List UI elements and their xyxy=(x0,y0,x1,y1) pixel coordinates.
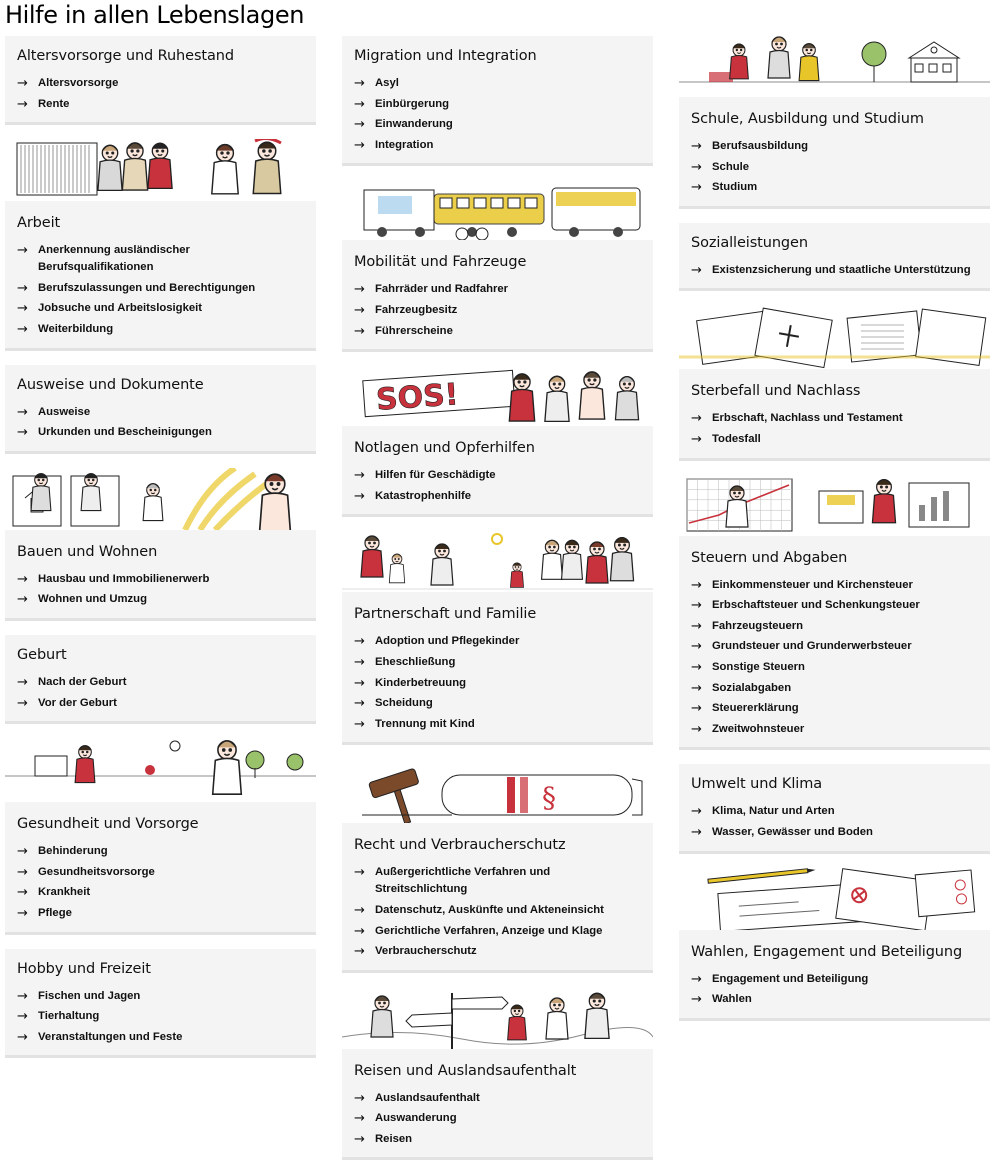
link-label: Existenzsicherung und staatliche Unterstützung xyxy=(712,263,971,276)
arrow-right-icon: → xyxy=(691,639,702,655)
link-tierhaltung[interactable] xyxy=(17,1008,306,1025)
link-nach-der-geburt[interactable] xyxy=(17,674,306,691)
link-fischen-und-jagen[interactable] xyxy=(17,988,306,1005)
office-illustration xyxy=(679,475,990,536)
link-wahlen[interactable] xyxy=(691,991,980,1008)
link-label: Klima, Natur und Arten xyxy=(712,805,835,818)
arrow-right-icon: → xyxy=(691,159,702,175)
link-wasser-gewaesser-und-boden[interactable] xyxy=(691,824,980,841)
link-label: Steuererklärung xyxy=(712,702,799,715)
house-plans-illustration xyxy=(5,468,316,530)
link-altersvorsorge[interactable] xyxy=(17,75,306,92)
card-title[interactable]: Hobby und Freizeit xyxy=(17,960,151,977)
school-illustration xyxy=(679,36,990,97)
arrow-right-icon: → xyxy=(354,944,365,960)
card-wahlen-engagement-und-beteiligung xyxy=(679,868,990,1021)
link-fahrzeugbesitz[interactable] xyxy=(354,302,643,319)
arrow-right-icon: → xyxy=(17,1009,28,1025)
link-label: Anerkennung ausländischer Berufsqualifikationen xyxy=(38,244,190,274)
link-list xyxy=(354,75,643,154)
arrow-right-icon: → xyxy=(17,592,28,608)
arrow-right-icon: → xyxy=(354,923,365,939)
card-title[interactable]: Recht und Verbraucherschutz xyxy=(354,837,566,854)
arrow-right-icon: → xyxy=(354,1090,365,1106)
link-pflege[interactable] xyxy=(17,905,306,922)
link-label: Berufsausbildung xyxy=(712,140,809,152)
card-title[interactable]: Notlagen und Opferhilfen xyxy=(354,440,535,457)
link-label: Behinderung xyxy=(38,845,108,858)
card-title[interactable]: Wahlen, Engagement und Beteiligung xyxy=(691,943,963,960)
link-label: Engagement und Beteiligung xyxy=(712,972,869,985)
arrow-right-icon: → xyxy=(691,577,702,593)
column-right xyxy=(679,36,990,1035)
arrow-right-icon: → xyxy=(17,301,28,317)
column-left xyxy=(5,36,316,1072)
link-anerkennung-auslaendischer-berufsqualifikationen[interactable] xyxy=(17,242,306,276)
arrow-right-icon: → xyxy=(354,488,365,504)
link-schule[interactable] xyxy=(691,159,980,176)
link-label: Studium xyxy=(712,181,758,194)
link-label: Altersvorsorge xyxy=(38,77,119,89)
link-kinderbetreuung[interactable] xyxy=(354,675,643,692)
link-label: Fahrzeugbesitz xyxy=(375,303,458,316)
arrow-right-icon: → xyxy=(17,76,28,91)
card-title[interactable]: Altersvorsorge und Ruhestand xyxy=(17,48,234,64)
card-hobby-und-freizeit xyxy=(5,949,316,1059)
link-label: Weiterbildung xyxy=(38,322,114,335)
link-list xyxy=(691,577,980,738)
link-list xyxy=(17,75,306,113)
card-schule-ausbildung-und-studium xyxy=(679,36,990,209)
link-label: Datenschutz, Auskünfte und Akteneinsicht xyxy=(375,903,604,916)
arrow-right-icon: → xyxy=(354,1131,365,1147)
link-eheschliessung[interactable] xyxy=(354,654,643,671)
arrow-right-icon: → xyxy=(17,988,28,1004)
link-list xyxy=(17,988,306,1046)
link-sozialabgaben[interactable] xyxy=(691,680,980,697)
link-label: Grundsteuer und Grunderwerbsteuer xyxy=(712,640,912,653)
sos-illustration xyxy=(342,366,653,426)
link-behinderung[interactable] xyxy=(17,843,306,860)
link-list xyxy=(354,467,643,505)
arrow-right-icon: → xyxy=(17,674,28,690)
card-title[interactable]: Geburt xyxy=(17,646,67,663)
link-weiterbildung[interactable] xyxy=(17,321,306,338)
link-todesfall[interactable] xyxy=(691,431,980,448)
link-datenschutz-auskuenfte-und-akteneinsicht[interactable] xyxy=(354,902,643,919)
link-urkunden-und-bescheinigungen[interactable] xyxy=(17,424,306,441)
card-title[interactable]: Steuern und Abgaben xyxy=(691,549,848,566)
arrow-right-icon: → xyxy=(354,302,365,318)
link-fahrraeder-und-radfahrer[interactable] xyxy=(354,281,643,298)
link-katastrophenhilfe[interactable] xyxy=(354,488,643,505)
link-label: Hausbau und Immobilienerwerb xyxy=(38,572,210,585)
arrow-right-icon: → xyxy=(17,321,28,337)
arrow-right-icon: → xyxy=(17,243,28,259)
link-ausweise[interactable] xyxy=(17,404,306,421)
card-gesundheit-und-vorsorge xyxy=(5,738,316,934)
link-integration[interactable] xyxy=(354,137,643,154)
link-asyl[interactable] xyxy=(354,75,643,92)
link-label: Trennung mit Kind xyxy=(375,717,475,730)
link-list xyxy=(354,864,643,960)
page-title: Hilfe in allen Lebenslagen xyxy=(5,1,304,29)
card-title[interactable]: Gesundheit und Vorsorge xyxy=(17,816,199,833)
arrow-right-icon: → xyxy=(691,971,702,987)
link-list xyxy=(691,971,980,1009)
arrow-right-icon: → xyxy=(354,323,365,339)
card-title[interactable]: Mobilität und Fahrzeuge xyxy=(354,254,527,271)
link-existenzsicherung-und-staatliche-unterstuetzung[interactable] xyxy=(691,262,980,279)
link-list xyxy=(17,571,306,609)
card-title[interactable]: Migration und Integration xyxy=(354,48,537,64)
link-steuererklaerung[interactable] xyxy=(691,700,980,717)
link-reisen[interactable] xyxy=(354,1131,643,1148)
arrow-right-icon: → xyxy=(691,992,702,1008)
link-list xyxy=(17,674,306,712)
link-label: Einbürgerung xyxy=(375,97,450,110)
link-vor-der-geburt[interactable] xyxy=(17,695,306,712)
arrow-right-icon: → xyxy=(354,117,365,133)
arrow-right-icon: → xyxy=(691,701,702,717)
link-list xyxy=(354,633,643,732)
link-list xyxy=(354,281,643,339)
link-gerichtliche-verfahren-anzeige-und-klage[interactable] xyxy=(354,923,643,940)
link-einkommensteuer-und-kirchensteuer[interactable] xyxy=(691,577,980,594)
link-einwanderung[interactable] xyxy=(354,116,643,133)
link-list xyxy=(691,138,980,196)
link-wohnen-und-umzug[interactable] xyxy=(17,591,306,608)
family-illustration xyxy=(342,531,653,592)
link-label: Krankheit xyxy=(38,886,91,899)
link-label: Katastrophenhilfe xyxy=(375,489,472,502)
link-veranstaltungen-und-feste[interactable] xyxy=(17,1029,306,1046)
arrow-right-icon: → xyxy=(691,721,702,737)
arrow-right-icon: → xyxy=(17,96,28,112)
link-list xyxy=(691,410,980,448)
link-jobsuche-und-arbeitslosigkeit[interactable] xyxy=(17,300,306,317)
card-mobilitaet-und-fahrzeuge xyxy=(342,180,653,352)
arrow-right-icon: → xyxy=(17,905,28,921)
link-klima-natur-und-arten[interactable] xyxy=(691,803,980,820)
link-label: Außergerichtliche Verfahren und Streitschlichtung xyxy=(375,866,551,896)
link-label: Schule xyxy=(712,160,750,173)
link-label: Wasser, Gewässer und Boden xyxy=(712,825,873,838)
card-geburt xyxy=(5,635,316,724)
arrow-right-icon: → xyxy=(691,804,702,820)
link-label: Verbraucherschutz xyxy=(375,945,477,958)
card-title[interactable]: Partnerschaft und Familie xyxy=(354,606,537,623)
arrow-right-icon: → xyxy=(354,468,365,484)
link-label: Vor der Geburt xyxy=(38,696,117,709)
link-erbschaft-nachlass-und-testament[interactable] xyxy=(691,410,980,427)
link-engagement-und-beteiligung[interactable] xyxy=(691,971,980,988)
park-illustration xyxy=(5,738,316,802)
link-erbschaftsteuer-und-schenkungsteuer[interactable] xyxy=(691,597,980,614)
card-title[interactable]: Bauen und Wohnen xyxy=(17,543,158,560)
column-middle xyxy=(342,36,653,1174)
arrow-right-icon: → xyxy=(354,282,365,298)
link-krankheit[interactable] xyxy=(17,884,306,901)
link-label: Gesundheitsvorsorge xyxy=(38,865,155,878)
link-label: Adoption und Pflegekinder xyxy=(375,635,520,648)
link-list xyxy=(17,843,306,922)
link-label: Ausweise xyxy=(38,405,91,418)
arrow-right-icon: → xyxy=(691,262,702,278)
link-label: Fischen und Jagen xyxy=(38,989,141,1002)
link-label: Fahrräder und Radfahrer xyxy=(375,283,509,296)
card-title[interactable]: Sterbefall und Nachlass xyxy=(691,383,861,400)
link-label: Kinderbetreuung xyxy=(375,676,467,689)
link-label: Fahrzeugsteuern xyxy=(712,619,804,632)
card-umwelt-und-klima xyxy=(679,764,990,853)
link-berufsausbildung[interactable] xyxy=(691,138,980,155)
link-label: Erbschaft, Nachlass und Testament xyxy=(712,412,903,425)
arrow-right-icon: → xyxy=(354,902,365,918)
arrow-right-icon: → xyxy=(691,411,702,427)
link-list xyxy=(17,242,306,338)
arrow-right-icon: → xyxy=(17,844,28,860)
card-title[interactable]: Umwelt und Klima xyxy=(691,776,823,793)
link-label: Berufszulassungen und Berechtigungen xyxy=(38,281,256,294)
link-sonstige-steuern[interactable] xyxy=(691,659,980,676)
card-recht-und-verbraucherschutz xyxy=(342,759,653,972)
link-fuehrerscheine[interactable] xyxy=(354,323,643,340)
arrow-right-icon: → xyxy=(691,618,702,634)
link-hausbau-und-immobilienerwerb[interactable] xyxy=(17,571,306,588)
link-label: Wohnen und Umzug xyxy=(38,593,147,606)
link-label: Zweitwohnsteuer xyxy=(712,722,805,735)
arrow-right-icon: → xyxy=(354,1111,365,1127)
arrow-right-icon: → xyxy=(691,824,702,840)
card-ausweise-und-dokumente xyxy=(5,365,316,454)
link-verbraucherschutz[interactable] xyxy=(354,943,643,960)
card-sozialleistungen xyxy=(679,223,990,292)
link-label: Erbschaftsteuer und Schenkungsteuer xyxy=(712,599,920,612)
link-zweitwohnsteuer[interactable] xyxy=(691,721,980,738)
card-title[interactable]: Schule, Ausbildung und Studium xyxy=(691,111,924,127)
card-partnerschaft-und-familie xyxy=(342,531,653,745)
workers-illustration xyxy=(5,139,316,201)
link-label: Pflege xyxy=(38,906,72,919)
link-auslandsaufenthalt[interactable] xyxy=(354,1090,643,1107)
link-label: Sozialabgaben xyxy=(712,681,792,694)
card-altersvorsorge-und-ruhestand xyxy=(5,36,316,125)
link-label: Einkommensteuer und Kirchensteuer xyxy=(712,578,913,591)
documents-illustration xyxy=(679,305,990,369)
link-label: Eheschließung xyxy=(375,655,456,668)
link-label: Urkunden und Bescheinigungen xyxy=(38,426,212,439)
card-steuern-und-abgaben xyxy=(679,475,990,751)
card-title[interactable]: Reisen und Auslandsaufenthalt xyxy=(354,1062,577,1079)
arrow-right-icon: → xyxy=(354,137,365,153)
link-label: Nach der Geburt xyxy=(38,675,127,688)
arrow-right-icon: → xyxy=(354,716,365,732)
svg-text:SOS!: SOS! xyxy=(374,377,460,419)
arrow-right-icon: → xyxy=(17,571,28,587)
svg-text:§: § xyxy=(542,781,556,815)
card-migration-und-integration xyxy=(342,36,653,166)
link-list xyxy=(691,803,980,841)
link-label: Jobsuche und Arbeitslosigkeit xyxy=(38,302,203,315)
vehicles-illustration xyxy=(342,180,653,240)
link-einbuergerung[interactable] xyxy=(354,96,643,113)
arrow-right-icon: → xyxy=(17,695,28,711)
link-fahrzeugsteuern[interactable] xyxy=(691,618,980,635)
link-label: Führerscheine xyxy=(375,324,453,337)
link-rente[interactable] xyxy=(17,96,306,113)
link-trennung-mit-kind[interactable] xyxy=(354,716,643,733)
link-label: Sonstige Steuern xyxy=(712,660,805,673)
arrow-right-icon: → xyxy=(691,659,702,675)
travel-illustration xyxy=(342,987,653,1049)
arrow-right-icon: → xyxy=(691,139,702,154)
arrow-right-icon: → xyxy=(691,598,702,614)
link-label: Hilfen für Geschädigte xyxy=(375,469,496,482)
arrow-right-icon: → xyxy=(354,865,365,881)
card-arbeit xyxy=(5,139,316,350)
arrow-right-icon: → xyxy=(17,885,28,901)
link-label: Gerichtliche Verfahren, Anzeige und Klage xyxy=(375,924,603,937)
link-gesundheitsvorsorge[interactable] xyxy=(17,864,306,881)
link-label: Veranstaltungen und Feste xyxy=(38,1030,183,1043)
link-aussergerichtliche-verfahren-und-streitschlichtung[interactable] xyxy=(354,864,643,898)
ballot-illustration xyxy=(679,868,990,930)
card-notlagen-und-opferhilfen xyxy=(342,366,653,517)
link-label: Auslandsaufenthalt xyxy=(375,1091,480,1104)
arrow-right-icon: → xyxy=(17,864,28,880)
link-list xyxy=(691,262,980,279)
card-sterbefall-und-nachlass xyxy=(679,305,990,460)
card-title[interactable]: Arbeit xyxy=(17,215,61,232)
link-label: Scheidung xyxy=(375,697,433,710)
link-grundsteuer-und-grunderwerbsteuer[interactable] xyxy=(691,638,980,655)
link-label: Integration xyxy=(375,138,434,151)
arrow-right-icon: → xyxy=(17,280,28,296)
arrow-right-icon: → xyxy=(354,76,365,91)
link-label: Wahlen xyxy=(712,993,752,1006)
link-label: Rente xyxy=(38,97,70,110)
link-adoption-und-pflegekinder[interactable] xyxy=(354,633,643,650)
link-studium[interactable] xyxy=(691,179,980,196)
link-label: Einwanderung xyxy=(375,118,453,131)
link-scheidung[interactable] xyxy=(354,695,643,712)
arrow-right-icon: → xyxy=(354,675,365,691)
arrow-right-icon: → xyxy=(691,680,702,696)
card-reisen-und-auslandsaufenthalt xyxy=(342,987,653,1161)
arrow-right-icon: → xyxy=(354,696,365,712)
card-title[interactable]: Ausweise und Dokumente xyxy=(17,376,204,393)
law-illustration xyxy=(342,759,653,823)
card-title[interactable]: Sozialleistungen xyxy=(691,234,808,251)
link-hilfen-fuer-geschaedigte[interactable] xyxy=(354,467,643,484)
link-list xyxy=(17,404,306,442)
arrow-right-icon: → xyxy=(354,654,365,670)
arrow-right-icon: → xyxy=(691,180,702,196)
link-label: Asyl xyxy=(375,77,399,89)
arrow-right-icon: → xyxy=(17,1029,28,1045)
arrow-right-icon: → xyxy=(17,425,28,441)
link-label: Auswanderung xyxy=(375,1112,457,1125)
card-bauen-und-wohnen xyxy=(5,468,316,621)
link-berufszulassungen-und-berechtigungen[interactable] xyxy=(17,280,306,297)
arrow-right-icon: → xyxy=(17,404,28,420)
link-label: Tierhaltung xyxy=(38,1010,100,1023)
arrow-right-icon: → xyxy=(354,96,365,112)
link-label: Reisen xyxy=(375,1132,413,1145)
link-label: Todesfall xyxy=(712,432,761,445)
arrow-right-icon: → xyxy=(354,634,365,650)
arrow-right-icon: → xyxy=(691,431,702,447)
